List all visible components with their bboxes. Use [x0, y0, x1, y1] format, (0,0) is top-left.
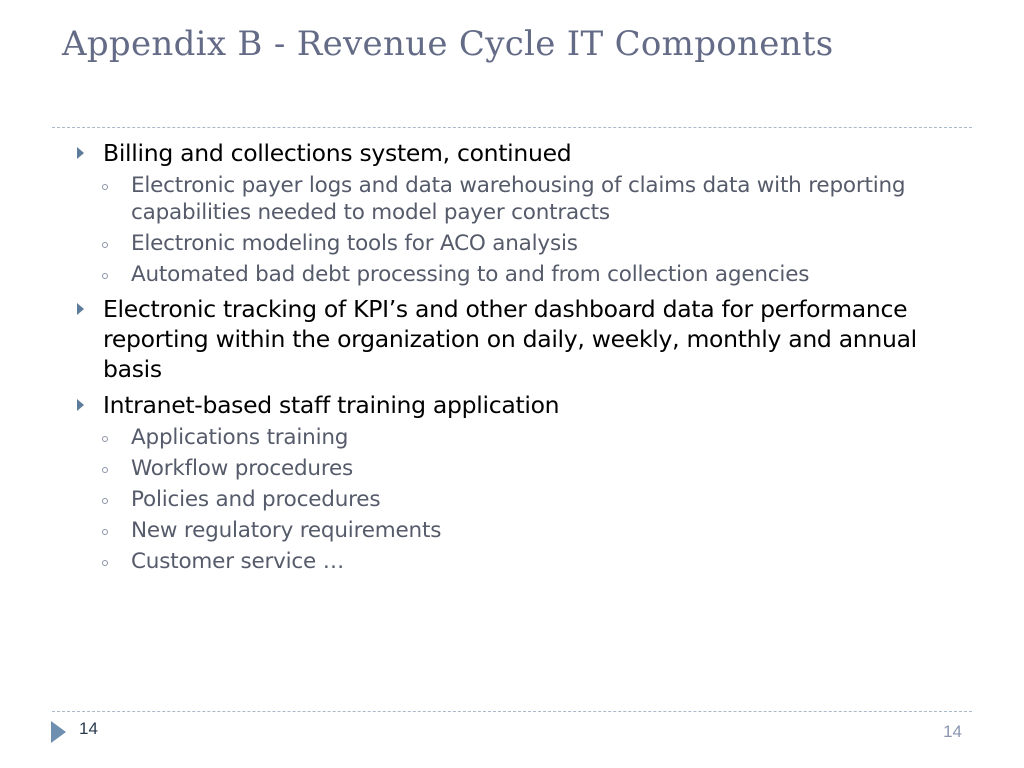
hollow-circle-icon: [102, 560, 108, 566]
hollow-circle-icon: [102, 184, 108, 190]
hollow-circle-icon: [102, 242, 108, 248]
triangle-right-icon: [51, 721, 66, 743]
hollow-circle-icon: [102, 273, 108, 279]
bullet-level2: [70, 548, 970, 575]
hollow-circle-icon: [102, 436, 108, 442]
bullet-text: Billing and collections system, continued: [103, 139, 572, 167]
footer-slide-number-right: 14: [943, 722, 962, 741]
slide-content: [70, 138, 970, 575]
bullet-text: Electronic tracking of KPI’s and other dashboard data for performance reporting within the organization on daily, weekly, monthly and annual basis: [103, 295, 917, 383]
hollow-circle-icon: [102, 498, 108, 504]
bottom-divider: [52, 711, 972, 712]
top-divider: [52, 127, 972, 128]
sub-bullet-text: Policies and procedures: [131, 487, 381, 512]
slide-title: Appendix B - Revenue Cycle IT Components: [62, 24, 834, 64]
bullet-level2: [70, 230, 970, 257]
triangle-right-icon: [77, 303, 84, 315]
footer-slide-number-left: 14: [79, 719, 98, 738]
sub-bullet-text: Workflow procedures: [131, 456, 354, 481]
sub-bullet-text: New regulatory requirements: [131, 518, 442, 543]
hollow-circle-icon: [102, 467, 108, 473]
triangle-right-icon: [77, 399, 84, 411]
bullet-level2: [70, 172, 970, 226]
sub-bullet-text: Automated bad debt processing to and from collection agencies: [131, 262, 810, 287]
sub-bullet-text: Electronic modeling tools for ACO analysis: [131, 231, 578, 256]
bullet-level2: [70, 517, 970, 544]
sub-bullet-text: Customer service …: [131, 549, 345, 574]
bullet-level2: [70, 455, 970, 482]
hollow-circle-icon: [102, 529, 108, 535]
sub-bullet-text: Applications training: [131, 425, 349, 450]
bullet-level1: [70, 138, 970, 168]
bullet-text: Intranet-based staff training application: [103, 391, 560, 419]
bullet-level1: [70, 294, 970, 384]
sub-bullet-text: Electronic payer logs and data warehousing of claims data with reporting capabilities needed to model payer contracts: [131, 173, 906, 225]
bullet-level2: [70, 424, 970, 451]
bullet-level2: [70, 486, 970, 513]
bullet-level1: [70, 390, 970, 420]
bullet-level2: [70, 261, 970, 288]
triangle-right-icon: [77, 147, 84, 159]
